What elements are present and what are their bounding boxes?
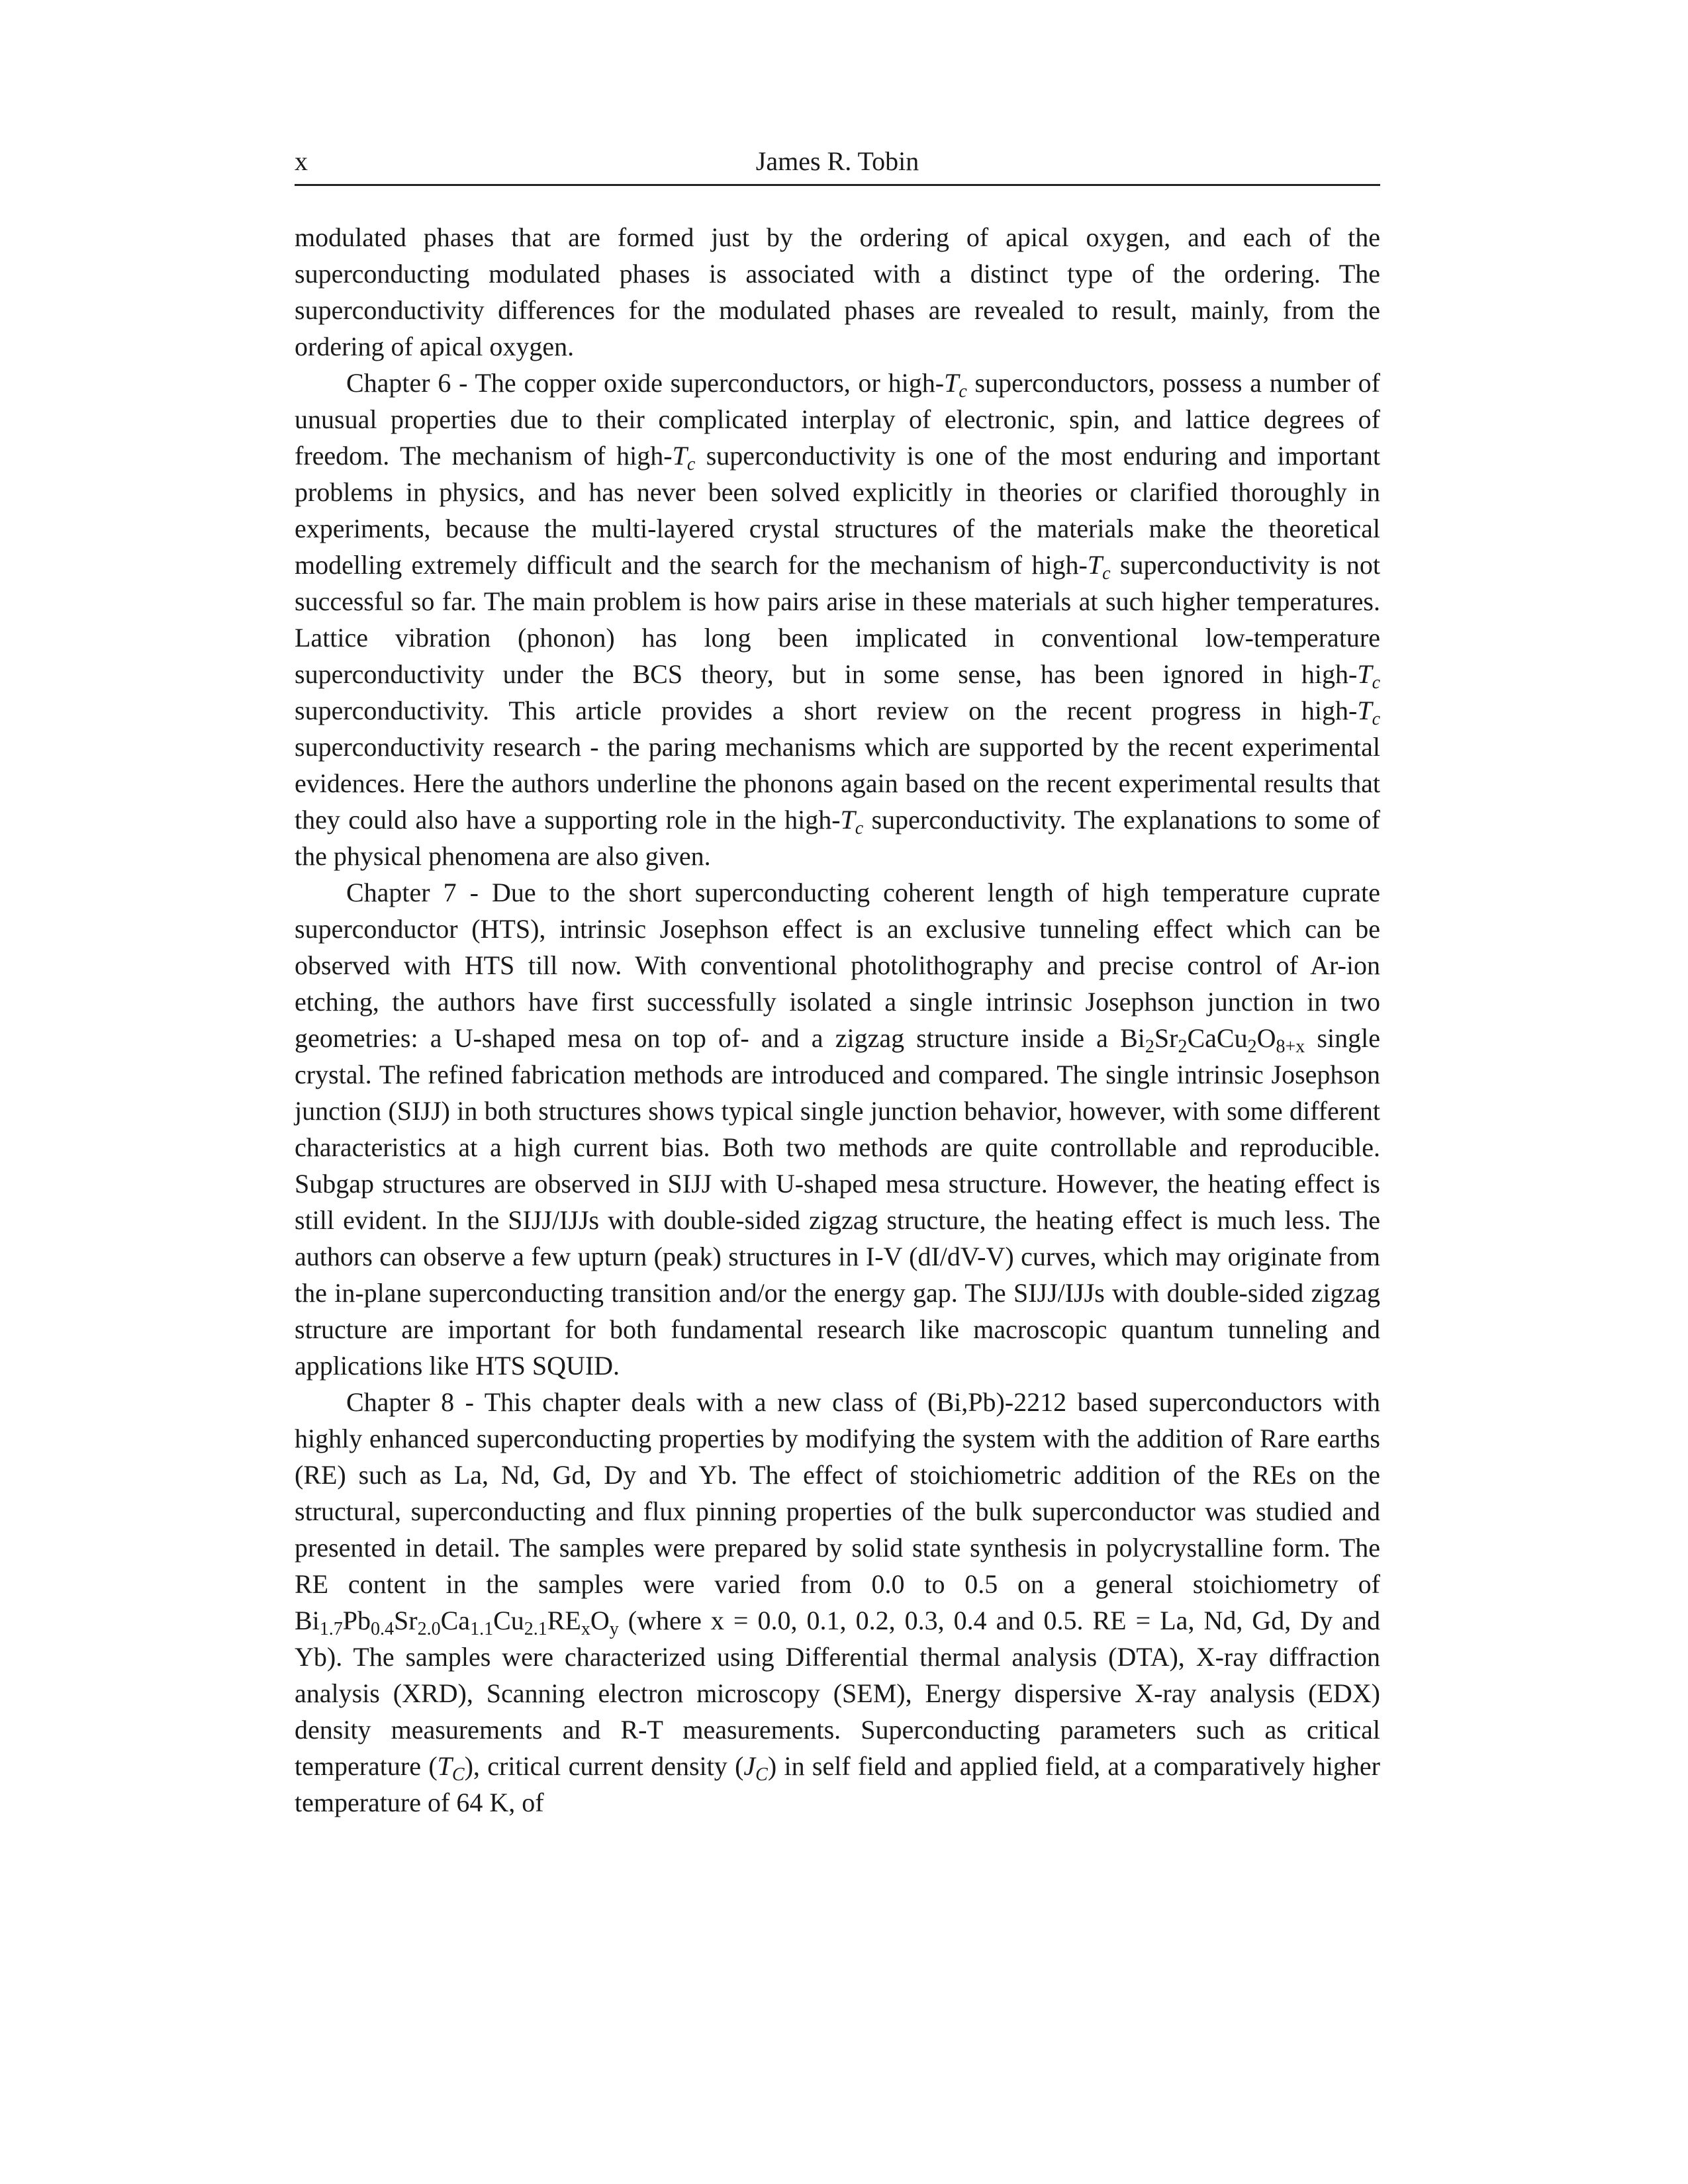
tc-symbol: $T_c$ [1357, 696, 1380, 729]
text-span: ) in self field and applied field, at a comparatively higher temperature of 64 K, of [295, 1751, 1380, 1817]
text-span: ), critical current density ( [464, 1751, 744, 1781]
text-span: Chapter 8 - This chapter deals with a new class of (Bi,Pb)-2212 based superconductors with highly enhanced superconducting properties by modifying the system with the addition of Rare earths (RE) such as La, Nd, Gd, Dy and Yb. The effect of stoichiometric addition of the REs on the structural, superconducting and flux pinning properties of the bulk superconductor was studied and presented in detail. The samples were prepared by solid state synthesis in polycrystalline form. The RE content in the samples were varied from 0.0 to 0.5 on a general stoichiometry of [295, 1387, 1380, 1599]
text-span: superconductivity. This article provides a short review on the recent progress in high- [295, 696, 1358, 725]
chemical-formula: $Bi_{1.7}Pb_{0.4}Sr_{2.0}Ca_{1.1}Cu_{2.1}RE_xO_y$ [295, 1606, 619, 1639]
chemical-formula: $Bi_2Sr_2CaCu_2O_{8+x}$ [1120, 1023, 1305, 1057]
text-span: superconductivity is one of the most enduring and important problems in physics, and has never been solved explicitly in theories or clarified thoroughly in experiments, because the multi-layered crystal structures of the materials make the theoretical modelling extremely difficult and the search for the mechanism of high- [295, 441, 1381, 580]
paragraph-chapter-8 [295, 1384, 1380, 1821]
paragraph-continuation [295, 219, 1380, 365]
text-span: Chapter 6 - The copper oxide superconductors, or high- [346, 368, 945, 398]
text-span: superconductivity. The explanations to some of the physical phenomena are also given. [295, 805, 1380, 871]
text-span: modulated phases that are formed just by the ordering of apical oxygen, and each of the superconducting modulated phases is associated with a distinct type of the ordering. The superconductivity differences for the modulated phases are revealed to result, mainly, from the ordering of apical oxygen. [295, 222, 1380, 361]
text-span: superconductivity research - the paring mechanisms which are supported by the recent experimental evidences. Here the authors underline the phonons again based on the recent experimental results that they could also have a supporting role in the high- [295, 732, 1380, 835]
text-span: Chapter 7 - Due to the short superconducting coherent length of high temperature cuprate superconductor (HTS), intrinsic Josephson effect is an exclusive tunneling effect which can be observed with HTS till now. With conventional photolithography and precise control of Ar-ion etching, the authors have first successfully isolated a single intrinsic Josephson junction in two geometries: a U-shaped mesa on top of- and a zigzag structure inside a [295, 878, 1380, 1053]
page-number: x [295, 146, 308, 176]
text-span: superconductivity is not successful so far. The main problem is how pairs arise in these materials at such higher temperatures. Lattice vibration (phonon) has long been implicated in conventional low-temperature superconductivity under the BCS theory, but in some sense, has been ignored in high- [295, 550, 1381, 689]
running-header [295, 144, 1380, 186]
tc-symbol: $T_c$ [1087, 550, 1111, 584]
tc-symbol: $T_C$ [437, 1751, 465, 1785]
paragraph-chapter-6 [295, 365, 1380, 874]
text-span: superconductors, possess a number of unusual properties due to their complicated interplay of electronic, spin, and lattice degrees of freedom. The mechanism of high- [295, 368, 1380, 471]
tc-symbol: $T_c$ [1357, 659, 1380, 693]
text-span: (where x = 0.0, 0.1, 0.2, 0.3, 0.4 and 0.5. RE = La, Nd, Gd, Dy and Yb). The samples were characterized using Differential thermal analysis (DTA), X-ray diffraction analysis (XRD), Scanning electron microscopy (SEM), Energy dispersive X-ray analysis (EDX) density measurements and R-T measurements. Superconducting parameters such as critical temperature ( [295, 1606, 1380, 1781]
paragraph-chapter-7 [295, 874, 1380, 1384]
text-span: single crystal. The refined fabrication methods are introduced and compared. The single intrinsic Josephson junction (SIJJ) in both structures shows typical single junction behavior, however, with some different characteristics at a high current bias. Both two methods are quite controllable and reproducible. Subgap structures are observed in SIJJ with U-shaped mesa structure. However, the heating effect is still evident. In the SIJJ/IJJs with double-sided zigzag structure, the heating effect is much less. The authors can observe a few upturn (peak) structures in I-V (dI/dV-V) curves, which may originate from the in-plane superconducting transition and/or the energy gap. The SIJJ/IJJs with double-sided zigzag structure are important for both fundamental research like macroscopic quantum tunneling and applications like HTS SQUID. [295, 1023, 1381, 1381]
body-text [295, 219, 1380, 1821]
tc-symbol: $T_c$ [672, 441, 696, 475]
tc-symbol: $T_c$ [944, 368, 967, 402]
running-title: James R. Tobin [755, 146, 919, 176]
jc-symbol: $J_C$ [743, 1751, 768, 1785]
tc-symbol: $T_c$ [840, 805, 864, 839]
